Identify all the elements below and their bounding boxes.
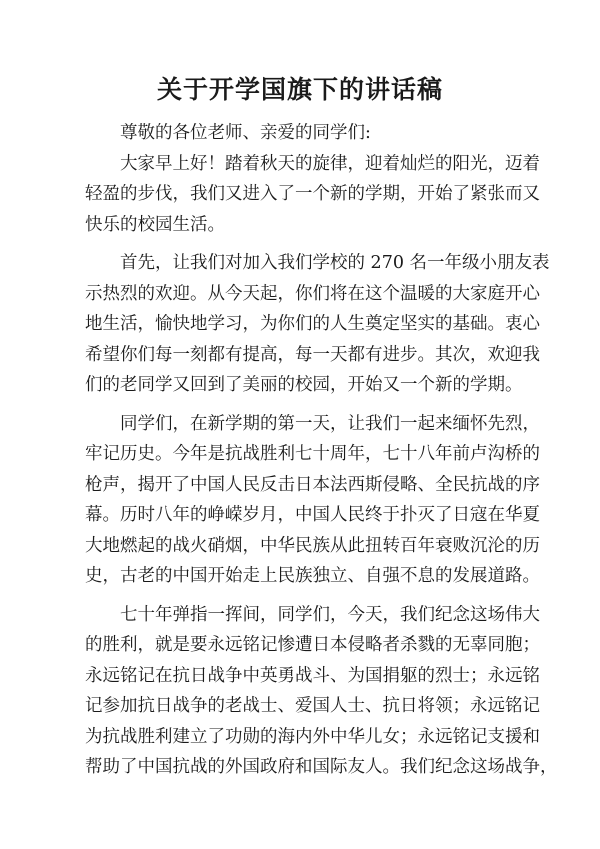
speech-body [85,118,558,783]
paragraph-history [85,409,540,592]
paragraph-opening [85,149,540,241]
text-line: 记参加抗日战争的老战士、爱国人士、抗日将领；永远铭记 [85,696,540,716]
text-line: 永远铭记在抗日战争中英勇战斗、为国捐躯的烈士；永远铭 [85,665,540,686]
text-line: 牢记历史。今年是抗战胜利七十周年，七十八年前卢沟桥的 [85,444,540,464]
page-title: 关于开学国旗下的讲话稿 [156,75,443,104]
text-line: 帮助了中国抗战的外国政府和国际友人。我们纪念这场战争， [85,757,558,777]
text-line: 示热烈的欢迎。从今天起，你们将在这个温暖的大家庭开心 [85,283,540,304]
text-line: 枪声，揭开了中国人民反击日本法西斯侵略、全民抗战的序 [85,474,540,495]
text-line: 幕。历时八年的峥嵘岁月，中国人民终于扑灭了日寇在华夏 [85,505,540,525]
text-line: 史，古老的中国开始走上民族独立、自强不息的发展道路。 [85,566,540,586]
text-line: 地生活，愉快地学习，为你们的人生奠定坚实的基础。衷心 [85,314,540,334]
text-line: 的胜利，就是要永远铭记惨遭日本侵略者杀戮的无辜同胞； [85,635,540,655]
text-line: 尊敬的各位老师、亲爱的同学们: [120,123,371,143]
text-line: 为抗战胜利建立了功勋的海内外中华儿女；永远铭记支援和 [85,726,540,747]
text-line: 希望你们每一刻都有提高，每一天都有进步。其次，欢迎我 [85,344,540,365]
text-line: 快乐的校园生活。 [85,214,225,235]
text-line: 们的老同学又回到了美丽的校园，开始又一个新的学期。 [85,375,523,395]
paragraph-welcome [85,248,550,401]
text-line: 大家早上好！踏着秋天的旋律，迎着灿烂的阳光，迈着 [120,153,540,174]
text-line: 七十年弹指一挥间，同学们，今天，我们纪念这场伟大 [120,604,540,625]
text-line: 同学们，在新学期的第一天，让我们一起来缅怀先烈， [120,413,540,434]
text-line: 首先，让我们对加入我们学校的 270 名一年级小朋友表 [120,253,550,273]
text-line: 大地燃起的战火硝烟，中华民族从此扭转百年衰败沉沦的历 [85,535,540,556]
paragraph-remembrance [85,600,558,783]
text-line: 轻盈的步伐，我们又进入了一个新的学期，开始了紧张而又 [85,184,540,204]
greeting-line [85,118,525,149]
